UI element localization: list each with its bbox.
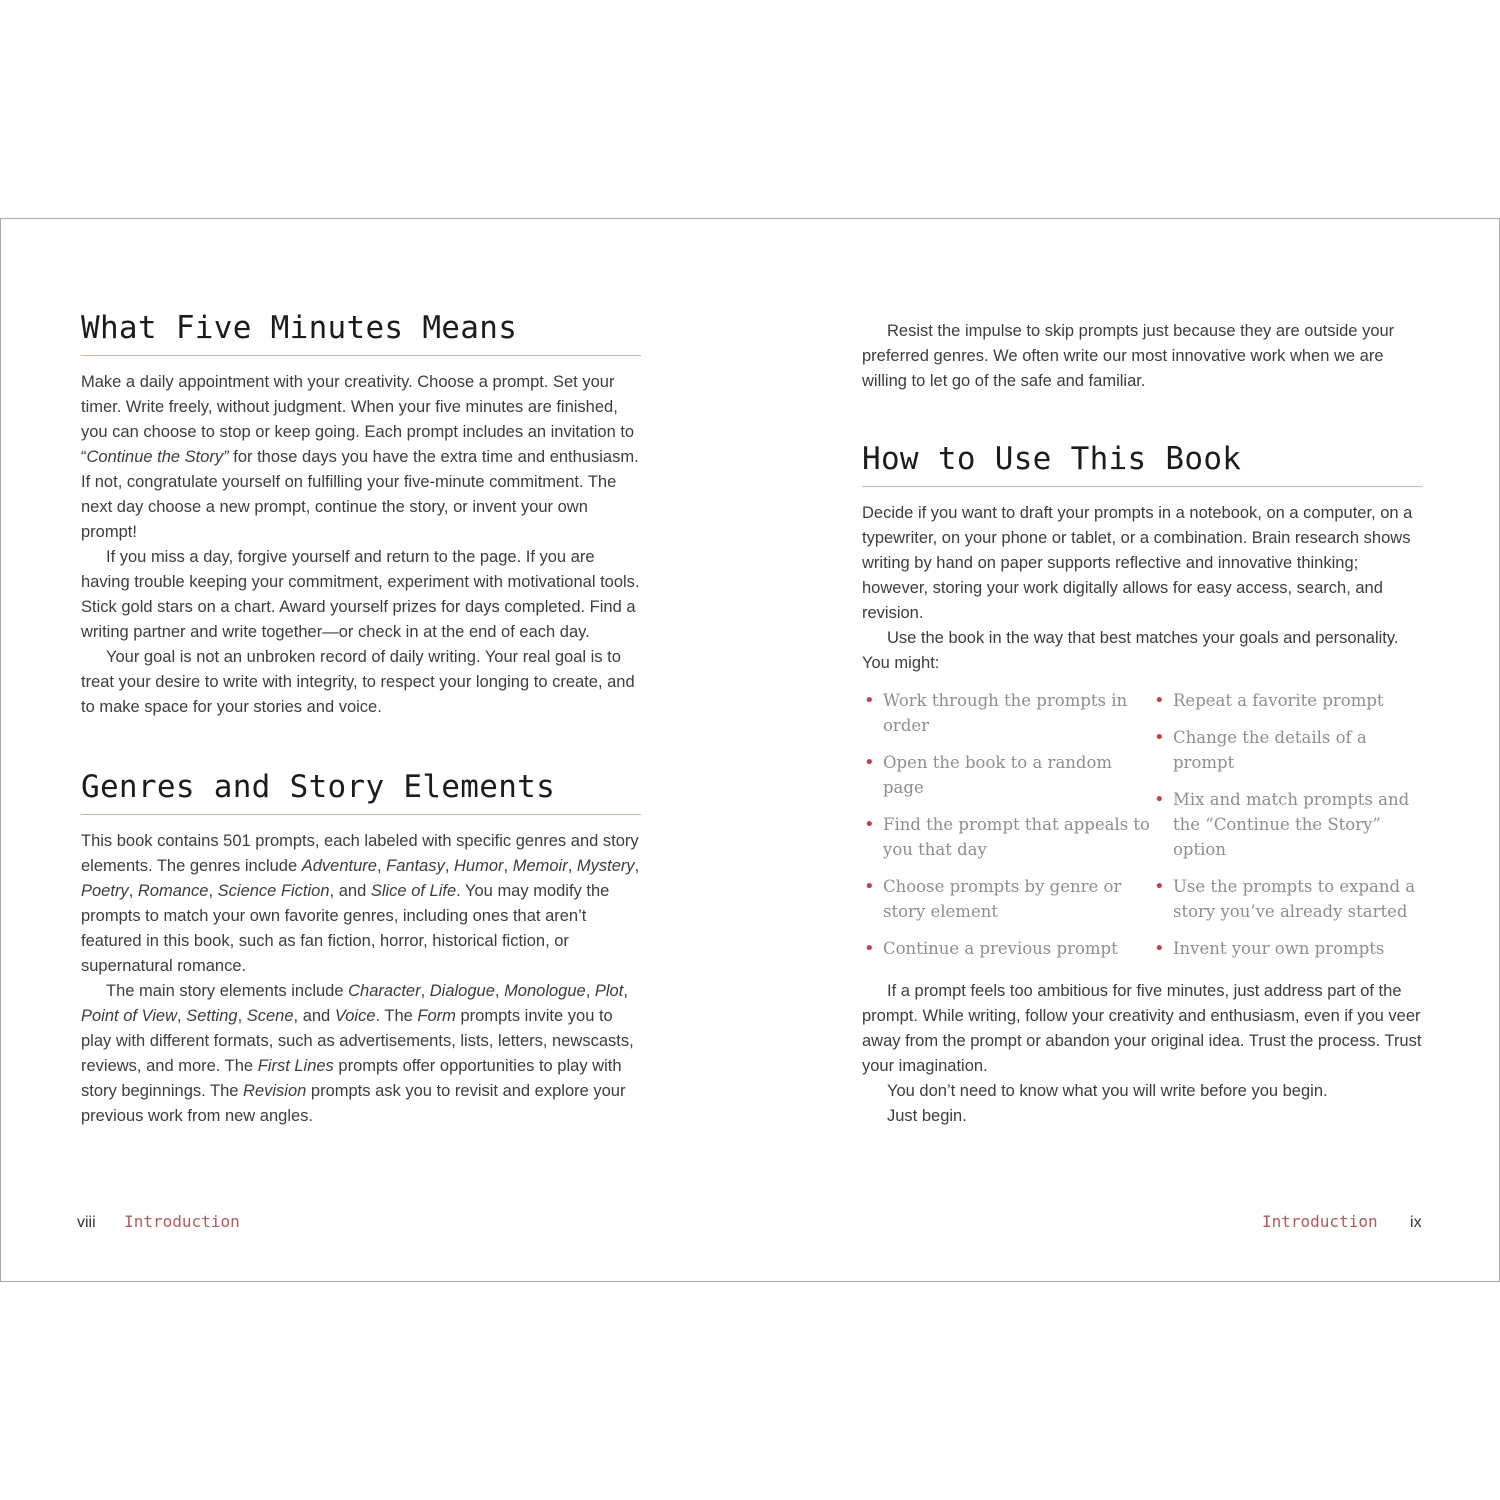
- paragraph: If a prompt feels too ambitious for five minutes, just address part of the prompt. While writing, follow your creativity and enthusiasm, even if you veer away from the prompt or abandon your original idea. Trust the process. Trust your imagination.: [862, 982, 1422, 1075]
- italic-term: Humor: [454, 857, 504, 875]
- italic-term: Science Fiction: [217, 882, 330, 900]
- italic-term: Revision: [243, 1082, 307, 1100]
- bullet-text: Repeat a favorite prompt: [1173, 691, 1384, 710]
- bullet-text: Mix and match prompts and the “Continue the Story” option: [1173, 790, 1410, 859]
- text-run: ,: [237, 1007, 247, 1025]
- italic-term: Setting: [186, 1007, 238, 1025]
- left-page: [81, 307, 641, 1175]
- right-page: [862, 319, 1422, 1129]
- book-spread: [0, 218, 1500, 1282]
- italic-term: Point of View: [81, 1007, 178, 1025]
- paragraph: [81, 829, 641, 979]
- text-run: . The: [375, 1007, 418, 1025]
- text-run: ,: [503, 857, 513, 875]
- bullet-item: [1152, 936, 1422, 961]
- bullet-text: Invent your own prompts: [1173, 939, 1385, 958]
- bullet-dot-icon: •: [1154, 727, 1165, 748]
- text-run: ,: [567, 857, 577, 875]
- section-how-to-use-this-book: [862, 438, 1422, 1129]
- italic-term: Slice of Life: [370, 882, 457, 900]
- intro-body: [862, 319, 1422, 394]
- italic-term: Poetry: [81, 882, 129, 900]
- paragraph: [81, 370, 641, 545]
- text-run: ,: [494, 982, 505, 1000]
- bullet-item: [862, 874, 1152, 924]
- text-run: ,: [634, 857, 640, 875]
- bullet-item: [862, 750, 1152, 800]
- italic-term: Plot: [594, 982, 624, 1000]
- italic-term: Continue the Story”: [86, 448, 229, 466]
- bullet-text: Use the prompts to expand a story you’ve already started: [1173, 877, 1416, 921]
- section-heading: What Five Minutes Means: [81, 307, 641, 356]
- bullet-column-right: [1152, 688, 1422, 973]
- bullet-dot-icon: •: [864, 938, 875, 959]
- paragraph: Use the book in the way that best matches your goals and personality. You might:: [862, 629, 1399, 672]
- text-run: Your goal is not an unbroken record of daily writing. Your real goal is to treat your desire to write with integrity, to respect your longing to create, and to make space for your stories and voice.: [81, 648, 635, 716]
- bullet-item: [862, 688, 1152, 738]
- text-run: prompts offer opportunities to play with story beginnings. The: [81, 1057, 622, 1100]
- paragraph: Decide if you want to draft your prompts in a notebook, on a computer, on a typewriter, on your phone or tablet, or a combination. Brain research shows writing by hand on paper supports reflective and innovative thinking; however, storing your work digitally allows for easy access, search, and revision.: [862, 504, 1413, 622]
- bullet-dot-icon: •: [1154, 938, 1165, 959]
- italic-term: Character: [348, 982, 421, 1000]
- footer-left: [77, 1212, 240, 1233]
- bullet-dot-icon: •: [1154, 876, 1165, 897]
- bullet-text: Change the details of a prompt: [1173, 728, 1367, 772]
- bullet-list: [862, 688, 1422, 973]
- bullet-text: Continue a previous prompt: [883, 939, 1118, 958]
- bullet-dot-icon: •: [1154, 789, 1165, 810]
- text-run: The main story elements include: [106, 982, 349, 1000]
- text-run: ,: [208, 882, 218, 900]
- text-run: This book contains 501 prompts, each labeled with specific genres and story elements. The genres include: [81, 832, 639, 875]
- section-body-closing: [862, 979, 1422, 1129]
- text-run: ,: [376, 857, 387, 875]
- section-what-five-minutes-means: [81, 307, 641, 720]
- paragraph: [81, 645, 641, 720]
- text-run: , and: [293, 1007, 335, 1025]
- running-head: Introduction: [1262, 1212, 1378, 1231]
- paragraph: Resist the impulse to skip prompts just because they are outside your preferred genres. We often write our most innovative work when we are willing to let go of the safe and familiar.: [862, 322, 1395, 390]
- text-run: ,: [623, 982, 628, 1000]
- page-number: viii: [77, 1214, 96, 1231]
- text-run: prompts ask you to revisit and explore your previous work from new angles.: [81, 1082, 626, 1125]
- italic-term: Form: [417, 1007, 456, 1025]
- bullet-text: Find the prompt that appeals to you that day: [883, 815, 1150, 859]
- bullet-text: Choose prompts by genre or story element: [883, 877, 1122, 921]
- bullet-item: [1152, 688, 1422, 713]
- running-head: Introduction: [124, 1212, 240, 1231]
- italic-term: First Lines: [257, 1057, 334, 1075]
- text-run: ,: [585, 982, 595, 1000]
- section-body: [81, 829, 641, 1129]
- bullet-item: [1152, 725, 1422, 775]
- text-run: . You may modify the prompts to match your own favorite genres, including ones that aren’t featured in this book, such as fan fiction, horror, historical fiction, or supernatural romance.: [81, 882, 610, 975]
- section-heading: Genres and Story Elements: [81, 766, 641, 815]
- italic-term: Dialogue: [429, 982, 495, 1000]
- paragraph: You don’t need to know what you will write before you begin.: [887, 1082, 1328, 1100]
- text-run: , and: [329, 882, 371, 900]
- italic-term: Voice: [334, 1007, 376, 1025]
- text-run: ,: [420, 982, 430, 1000]
- section-body: [81, 370, 641, 720]
- bullet-text: Open the book to a random page: [883, 753, 1113, 797]
- italic-term: Romance: [137, 882, 209, 900]
- bullet-item: [1152, 874, 1422, 924]
- text-run: ,: [128, 882, 138, 900]
- section-body: [862, 501, 1422, 676]
- text-run: ,: [444, 857, 455, 875]
- text-run: prompts invite you to play with different formats, such as advertisements, lists, letters, newscasts, reviews, and more. The: [81, 1007, 634, 1075]
- italic-term: Fantasy: [386, 857, 445, 875]
- bullet-item: [862, 936, 1152, 961]
- paragraph: [81, 545, 641, 645]
- bullet-item: [862, 812, 1152, 862]
- text-run: ,: [177, 1007, 187, 1025]
- section-heading: How to Use This Book: [862, 438, 1422, 487]
- paragraph: [81, 979, 641, 1129]
- section-genres-and-story-elements: [81, 766, 641, 1129]
- text-run: Make a daily appointment with your creativity. Choose a prompt. Set your timer. Write freely, without judgment. When your five minutes are finished, you can choose to stop or keep going. Each prompt includes an invitation to “: [81, 373, 635, 466]
- bullet-dot-icon: •: [864, 876, 875, 897]
- paragraph: Just begin.: [887, 1107, 967, 1125]
- bullet-dot-icon: •: [864, 690, 875, 711]
- text-run: for those days you have the extra time and enthusiasm. If not, congratulate yourself on fulfilling your five-minute commitment. The next day choose a new prompt, continue the story, or invent your own prompt!: [81, 448, 639, 541]
- italic-term: Adventure: [301, 857, 377, 875]
- text-run: If you miss a day, forgive yourself and return to the page. If you are having trouble keeping your commitment, experiment with motivational tools. Stick gold stars on a chart. Award yourself prizes for days completed. Find a writing partner and write together—or check in at the end of each day.: [81, 548, 640, 641]
- bullet-column-left: [862, 688, 1152, 973]
- bullet-text: Work through the prompts in order: [883, 691, 1128, 735]
- page-number: ix: [1410, 1214, 1422, 1231]
- bullet-item: [1152, 787, 1422, 862]
- italic-term: Mystery: [576, 857, 635, 875]
- bullet-dot-icon: •: [1154, 690, 1165, 711]
- footer-right: [1262, 1212, 1422, 1233]
- bullet-dot-icon: •: [864, 814, 875, 835]
- italic-term: Monologue: [504, 982, 586, 1000]
- bullet-dot-icon: •: [864, 752, 875, 773]
- italic-term: Scene: [246, 1007, 294, 1025]
- italic-term: Memoir: [512, 857, 568, 875]
